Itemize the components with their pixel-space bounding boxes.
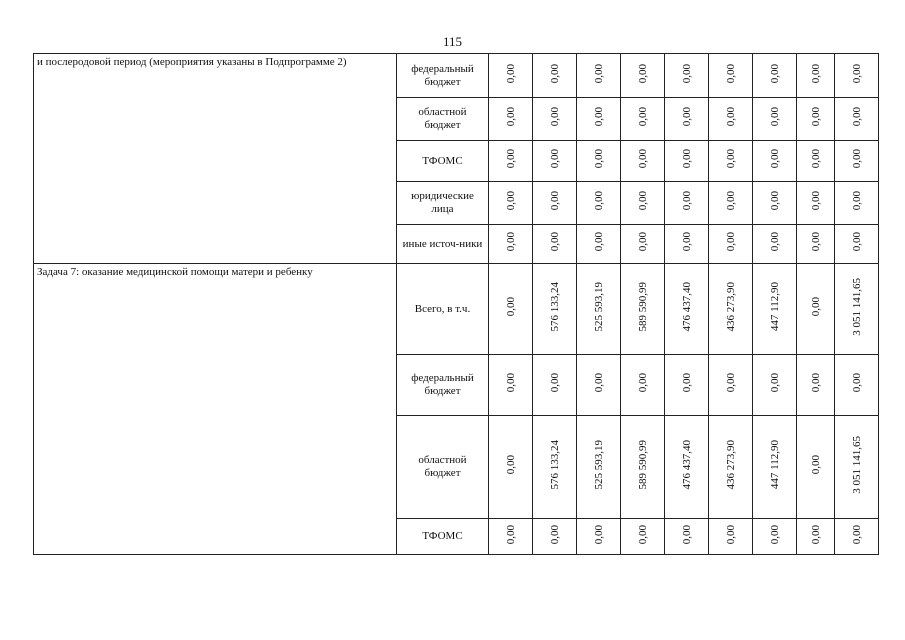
value-text: 3 051 141,65 (850, 278, 863, 336)
value-text: 0,00 (850, 149, 863, 169)
value-text: 0,00 (636, 63, 649, 84)
value-cell (621, 54, 665, 98)
value-text: 0,00 (680, 63, 693, 84)
funding-source: областной бюджет (397, 98, 489, 141)
value-cell (533, 54, 577, 98)
value-text: 447 112,90 (768, 282, 781, 332)
value-text: 0,00 (809, 524, 822, 545)
value-text: 0,00 (809, 373, 822, 393)
value-text: 0,00 (504, 107, 517, 127)
value-cell (665, 355, 709, 416)
value-text: 0,00 (850, 373, 863, 393)
value-cell (533, 98, 577, 141)
value-cell (797, 182, 835, 225)
value-cell (753, 225, 797, 264)
value-text: 0,00 (592, 232, 605, 252)
value-text: 0,00 (809, 232, 822, 252)
value-cell (577, 264, 621, 355)
value-cell (665, 141, 709, 182)
value-text: 3 051 141,65 (850, 436, 863, 494)
value-text: 0,00 (548, 191, 561, 211)
value-cell (665, 264, 709, 355)
value-cell (577, 54, 621, 98)
value-cell (835, 264, 879, 355)
value-cell (797, 355, 835, 416)
value-cell (665, 54, 709, 98)
value-cell (709, 141, 753, 182)
value-cell (577, 416, 621, 519)
value-text: 0,00 (504, 149, 517, 169)
value-text: 576 133,24 (548, 440, 561, 490)
value-cell (621, 519, 665, 555)
funding-source: областной бюджет (397, 416, 489, 519)
value-cell (577, 98, 621, 141)
value-text: 525 593,19 (592, 282, 605, 332)
value-text: 0,00 (548, 373, 561, 393)
value-text: 0,00 (680, 373, 693, 393)
value-text: 0,00 (809, 191, 822, 211)
value-text: 0,00 (850, 63, 863, 84)
value-cell (665, 225, 709, 264)
value-text: 0,00 (850, 191, 863, 211)
value-text: 0,00 (636, 373, 649, 393)
value-cell (577, 182, 621, 225)
value-cell (533, 264, 577, 355)
value-text: 589 590,99 (636, 282, 649, 332)
value-cell (489, 355, 533, 416)
value-text: 0,00 (592, 63, 605, 84)
value-cell (835, 98, 879, 141)
value-cell (753, 98, 797, 141)
value-text: 0,00 (636, 232, 649, 252)
value-cell (709, 355, 753, 416)
value-cell (533, 519, 577, 555)
value-cell (709, 416, 753, 519)
value-text: 0,00 (592, 191, 605, 211)
value-cell (665, 416, 709, 519)
value-cell (621, 225, 665, 264)
value-text: 476 437,40 (680, 282, 693, 332)
value-text: 436 273,90 (724, 440, 737, 490)
value-cell (621, 264, 665, 355)
value-text: 0,00 (680, 232, 693, 252)
value-text: 0,00 (809, 149, 822, 169)
value-cell (797, 416, 835, 519)
value-text: 0,00 (636, 149, 649, 169)
value-cell (835, 225, 879, 264)
value-cell (489, 54, 533, 98)
value-text: 0,00 (592, 107, 605, 127)
value-cell (533, 141, 577, 182)
value-cell (489, 98, 533, 141)
value-text: 0,00 (548, 107, 561, 127)
value-text: 0,00 (809, 107, 822, 127)
value-text: 0,00 (504, 455, 517, 475)
funding-source: федеральный бюджет (397, 355, 489, 416)
task-description: и послеродовой период (мероприятия указаны в Подпрограмме 2) (34, 54, 397, 264)
value-cell (665, 98, 709, 141)
value-cell (797, 264, 835, 355)
value-cell (835, 416, 879, 519)
value-cell (621, 355, 665, 416)
funding-source: федеральный бюджет (397, 54, 489, 98)
value-text: 0,00 (768, 232, 781, 252)
value-cell (665, 519, 709, 555)
value-cell (621, 141, 665, 182)
value-text: 576 133,24 (548, 282, 561, 332)
value-cell (577, 519, 621, 555)
value-text: 0,00 (809, 297, 822, 317)
value-cell (577, 225, 621, 264)
value-cell (489, 141, 533, 182)
funding-source: ТФОМС (397, 519, 489, 555)
value-cell (533, 182, 577, 225)
value-text: 0,00 (592, 524, 605, 545)
value-cell (753, 141, 797, 182)
value-text: 0,00 (504, 524, 517, 545)
value-text: 0,00 (680, 149, 693, 169)
value-text: 0,00 (768, 373, 781, 393)
value-text: 0,00 (724, 524, 737, 545)
value-cell (533, 355, 577, 416)
budget-table (33, 53, 879, 555)
value-text: 0,00 (504, 297, 517, 317)
value-cell (489, 416, 533, 519)
value-text: 589 590,99 (636, 440, 649, 490)
value-text: 0,00 (680, 524, 693, 545)
value-cell (797, 225, 835, 264)
value-text: 0,00 (504, 191, 517, 211)
value-text: 0,00 (809, 455, 822, 475)
value-text: 0,00 (768, 107, 781, 127)
value-cell (533, 416, 577, 519)
table-row (34, 264, 879, 355)
value-cell (835, 355, 879, 416)
value-text: 0,00 (768, 149, 781, 169)
value-text: 476 437,40 (680, 440, 693, 490)
value-cell (753, 54, 797, 98)
value-text: 0,00 (724, 373, 737, 393)
table-row (34, 54, 879, 98)
value-cell (709, 225, 753, 264)
value-text: 0,00 (724, 191, 737, 211)
value-text: 0,00 (850, 107, 863, 127)
value-cell (533, 225, 577, 264)
value-cell (797, 54, 835, 98)
value-text: 0,00 (636, 191, 649, 211)
value-text: 0,00 (548, 149, 561, 169)
value-cell (797, 98, 835, 141)
value-cell (835, 54, 879, 98)
value-text: 0,00 (636, 107, 649, 127)
value-cell (709, 98, 753, 141)
value-cell (665, 182, 709, 225)
value-text: 0,00 (592, 149, 605, 169)
value-text: 0,00 (724, 232, 737, 252)
value-cell (577, 141, 621, 182)
value-cell (621, 98, 665, 141)
task-description: Задача 7: оказание медицинской помощи матери и ребенку (34, 264, 397, 555)
value-text: 0,00 (592, 373, 605, 393)
value-cell (753, 182, 797, 225)
value-cell (577, 355, 621, 416)
value-text: 436 273,90 (724, 282, 737, 332)
value-text: 0,00 (504, 232, 517, 252)
value-text: 0,00 (768, 63, 781, 84)
funding-source: иные источ-ники (397, 225, 489, 264)
value-text: 0,00 (548, 63, 561, 84)
value-text: 525 593,19 (592, 440, 605, 490)
value-text: 0,00 (636, 524, 649, 545)
funding-source: Всего, в т.ч. (397, 264, 489, 355)
value-cell (753, 519, 797, 555)
value-text: 0,00 (548, 524, 561, 545)
value-cell (621, 182, 665, 225)
value-text: 0,00 (680, 191, 693, 211)
value-text: 0,00 (724, 63, 737, 84)
value-cell (489, 182, 533, 225)
funding-source: юридические лица (397, 182, 489, 225)
value-cell (797, 519, 835, 555)
value-text: 0,00 (850, 524, 863, 545)
value-cell (835, 519, 879, 555)
value-cell (753, 264, 797, 355)
value-text: 0,00 (724, 149, 737, 169)
value-cell (797, 141, 835, 182)
value-text: 0,00 (850, 232, 863, 252)
value-cell (709, 54, 753, 98)
value-cell (709, 519, 753, 555)
page-number: 115 (442, 34, 463, 49)
value-text: 0,00 (768, 524, 781, 545)
funding-source: ТФОМС (397, 141, 489, 182)
value-cell (835, 182, 879, 225)
value-cell (489, 264, 533, 355)
value-cell (753, 355, 797, 416)
value-text: 0,00 (809, 63, 822, 84)
value-cell (709, 264, 753, 355)
value-text: 0,00 (548, 232, 561, 252)
value-cell (753, 416, 797, 519)
value-cell (489, 225, 533, 264)
value-cell (709, 182, 753, 225)
value-cell (489, 519, 533, 555)
value-cell (621, 416, 665, 519)
value-cell (835, 141, 879, 182)
value-text: 0,00 (504, 63, 517, 84)
value-text: 0,00 (768, 191, 781, 211)
value-text: 0,00 (724, 107, 737, 127)
table-body (34, 54, 879, 555)
value-text: 0,00 (680, 107, 693, 127)
value-text: 447 112,90 (768, 440, 781, 490)
value-text: 0,00 (504, 373, 517, 393)
